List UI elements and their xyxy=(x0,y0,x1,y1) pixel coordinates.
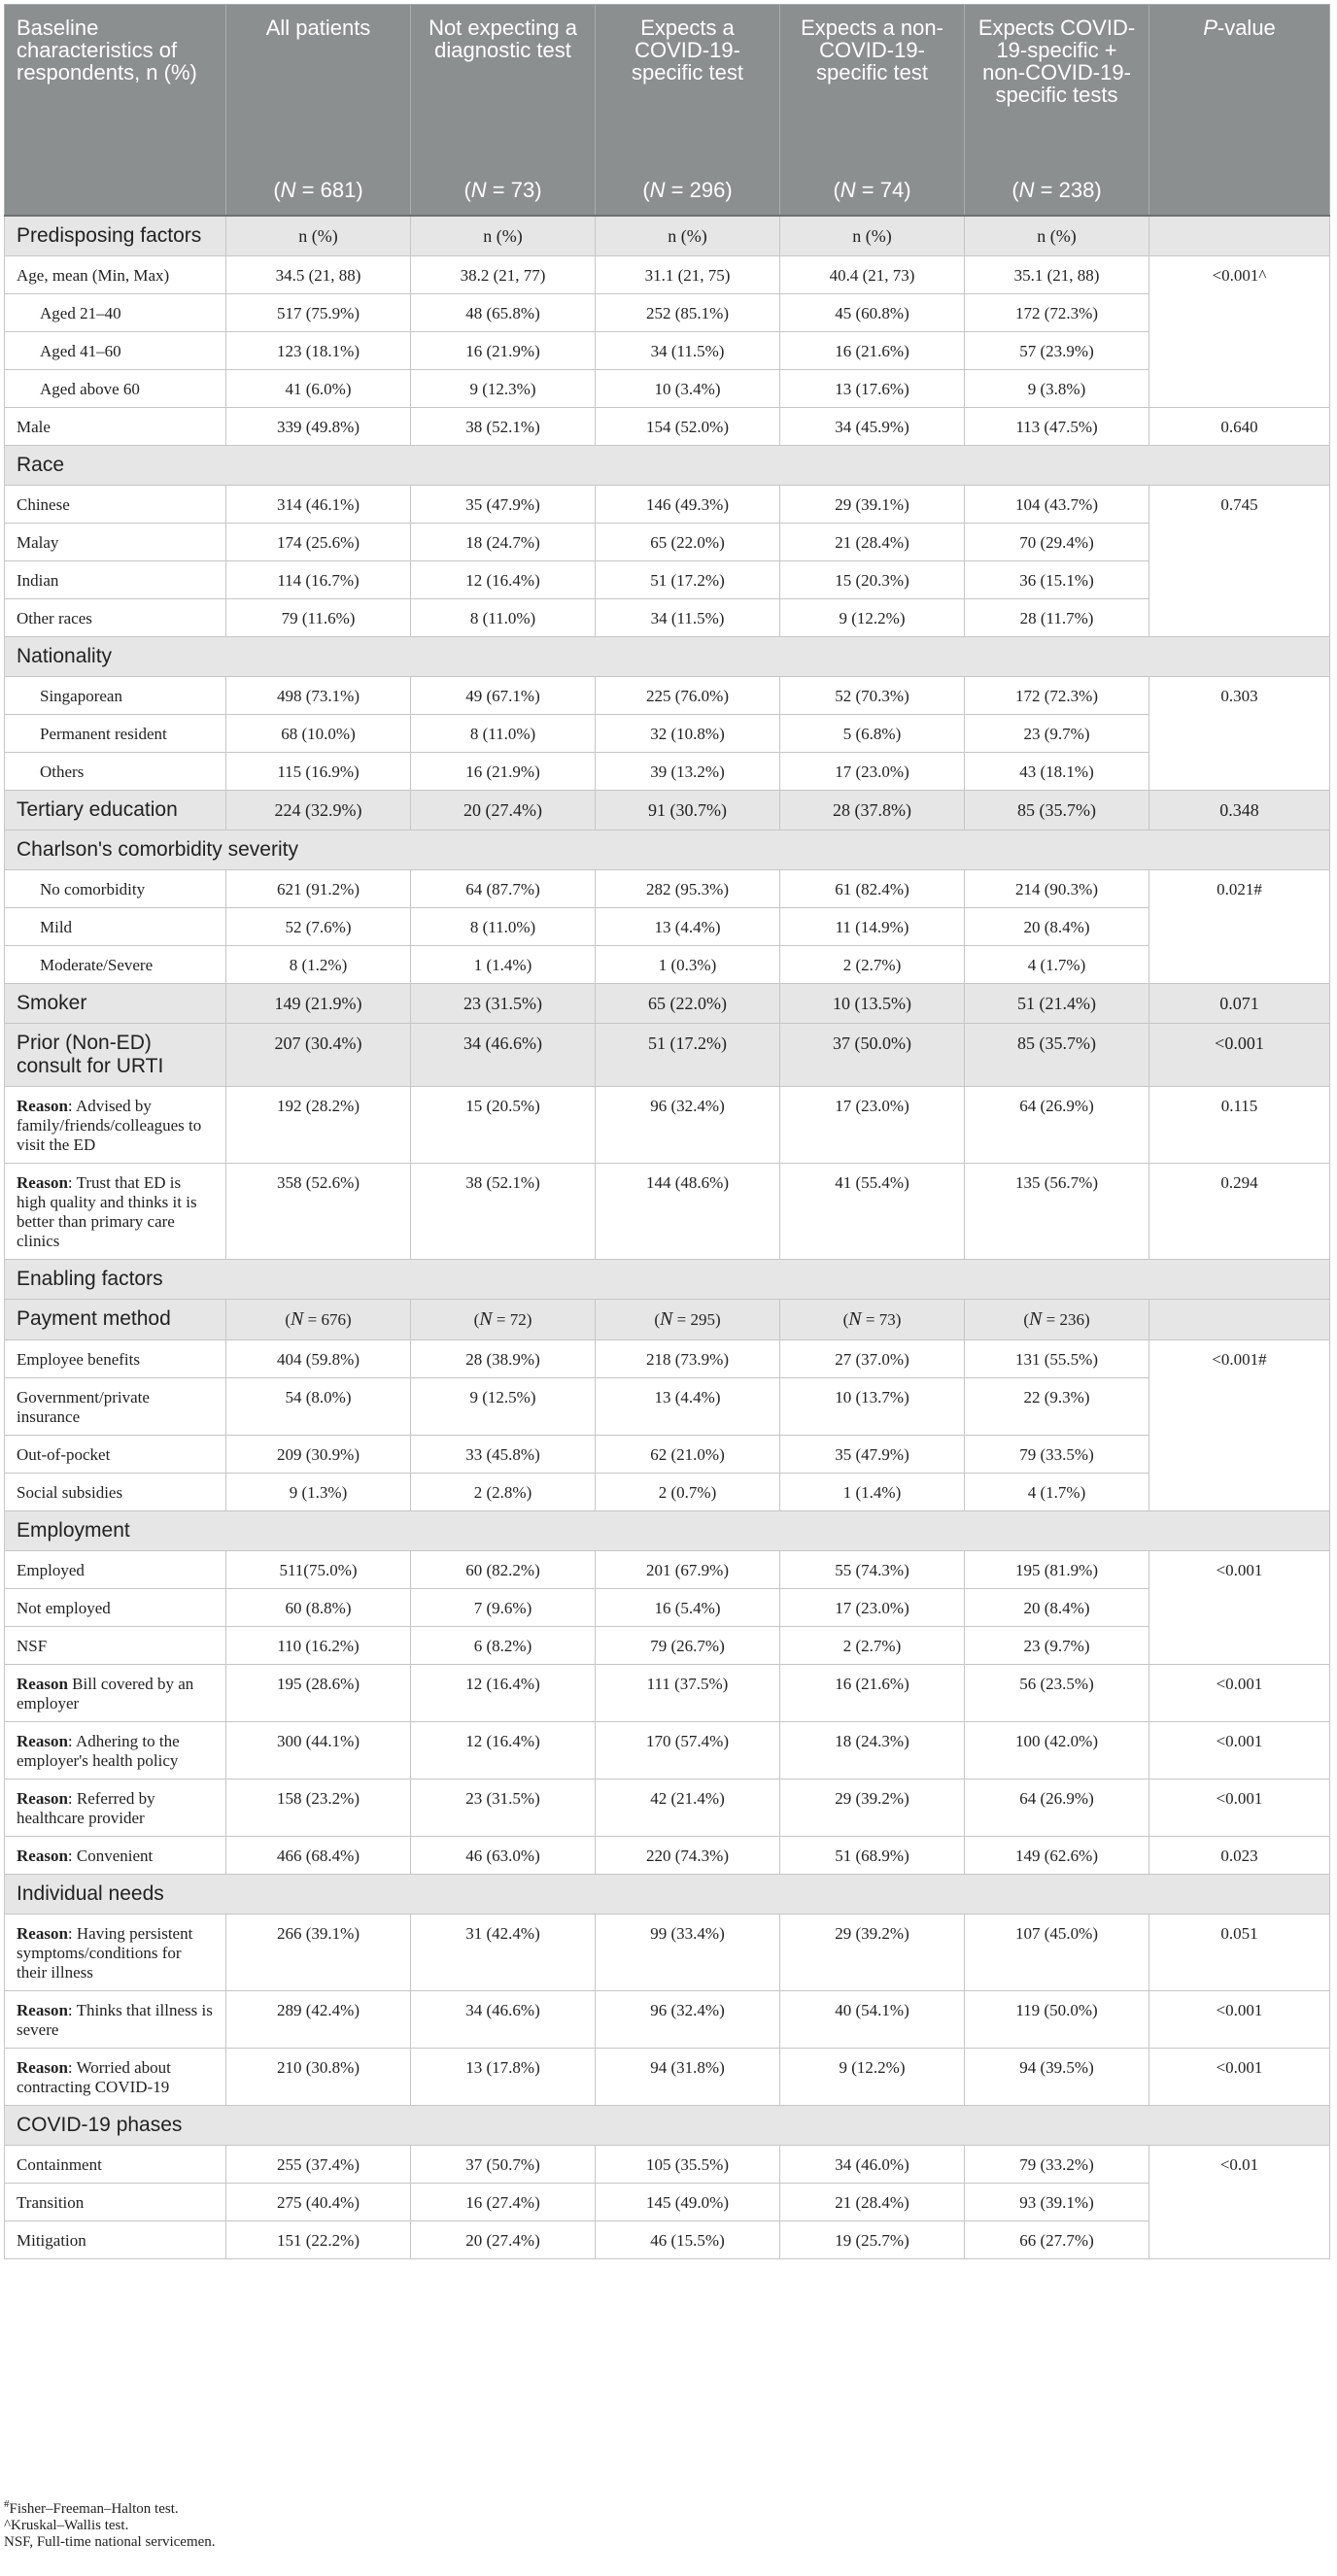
section-charlson: Charlson's comorbidity severity xyxy=(5,830,1330,870)
header-row xyxy=(5,5,1330,173)
header-not-expecting: Not expecting a diagnostic test xyxy=(411,5,596,173)
table-row: NSF 110 (16.2%) 6 (8.2%) 79 (26.7%) 2 (2.7%) 23 (9.7%) xyxy=(5,1627,1330,1665)
table-row: Transition 275 (40.4%) 16 (27.4%) 145 (49.0%) 21 (28.4%) 93 (39.1%) xyxy=(5,2184,1330,2221)
table-row: Containment 255 (37.4%) 37 (50.7%) 105 (35.5%) 34 (46.0%) 79 (33.2%) <0.01 xyxy=(5,2146,1330,2184)
table-row: Aged 21–40 517 (75.9%) 48 (65.8%) 252 (85.1%) 45 (60.8%) 172 (72.3%) xyxy=(5,294,1330,332)
table-row: Others 115 (16.9%) 16 (21.9%) 39 (13.2%) 17 (23.0%) 43 (18.1%) xyxy=(5,753,1330,791)
table-row: Out-of-pocket 209 (30.9%) 33 (45.8%) 62 (21.0%) 35 (47.9%) 79 (33.5%) xyxy=(5,1436,1330,1474)
table-row: No comorbidity 621 (91.2%) 64 (87.7%) 282 (95.3%) 61 (82.4%) 214 (90.3%) 0.021# xyxy=(5,870,1330,908)
table-row: Reason: Advised by family/friends/colleagues to visit the ED 192 (28.2%) 15 (20.5%) 96 (32.4%) 17 (23.0%) 64 (26.9%) 0.115 xyxy=(5,1087,1330,1164)
footnote-fisher: #Fisher–Freeman–Halton test. xyxy=(4,2498,179,2517)
table-row: Singaporean 498 (73.1%) 49 (67.1%) 225 (76.0%) 52 (70.3%) 172 (72.3%) 0.303 xyxy=(5,677,1330,715)
table-row: Moderate/Severe 8 (1.2%) 1 (1.4%) 1 (0.3%) 2 (2.7%) 4 (1.7%) xyxy=(5,946,1330,984)
section-tertiary: Tertiary education 224 (32.9%) 20 (27.4%) 91 (30.7%) 28 (37.8%) 85 (35.7%) 0.348 xyxy=(5,791,1330,830)
table-row: Age, mean (Min, Max) 34.5 (21, 88) 38.2 (21, 77) 31.1 (21, 75) 40.4 (21, 73) 35.1 (21, 88) <0.001^ xyxy=(5,256,1330,294)
section-enabling: Enabling factors xyxy=(5,1260,1330,1300)
section-smoker: Smoker 149 (21.9%) 23 (31.5%) 65 (22.0%) 10 (13.5%) 51 (21.4%) 0.071 xyxy=(5,984,1330,1024)
table-row: Reason Bill covered by an employer 195 (28.6%) 12 (16.4%) 111 (37.5%) 16 (21.6%) 56 (23.5%) <0.001 xyxy=(5,1665,1330,1722)
table-row: Other races 79 (11.6%) 8 (11.0%) 34 (11.5%) 9 (12.2%) 28 (11.7%) xyxy=(5,599,1330,637)
header-baseline: Baseline characteristics of respondents, n (%) xyxy=(5,5,226,173)
table-row: Aged above 60 41 (6.0%) 9 (12.3%) 10 (3.4%) 13 (17.6%) 9 (3.8%) xyxy=(5,370,1330,408)
header-expects-non-covid: Expects a non-COVID-19-specific test xyxy=(780,5,965,173)
header-all-patients: All patients xyxy=(226,5,411,173)
table-row: Social subsidies 9 (1.3%) 2 (2.8%) 2 (0.7%) 1 (1.4%) 4 (1.7%) xyxy=(5,1474,1330,1511)
table-row: Reason: Adhering to the employer's health policy 300 (44.1%) 12 (16.4%) 170 (57.4%) 18 (24.3%) 100 (42.0%) <0.001 xyxy=(5,1722,1330,1779)
table-row: Not employed 60 (8.8%) 7 (9.6%) 16 (5.4%) 17 (23.0%) 20 (8.4%) xyxy=(5,1589,1330,1627)
header-n-row xyxy=(5,172,1330,216)
section-payment: Payment method (N = 676) (N = 72) (N = 295) (N = 73) (N = 236) xyxy=(5,1300,1330,1340)
n-covid: (N = 296) xyxy=(596,172,780,216)
table-row: Aged 41–60 123 (18.1%) 16 (21.9%) 34 (11.5%) 16 (21.6%) 57 (23.9%) xyxy=(5,332,1330,370)
section-employment: Employment xyxy=(5,1511,1330,1551)
baseline-characteristics-table xyxy=(4,4,1330,2259)
table-row: Malay 174 (25.6%) 18 (24.7%) 65 (22.0%) 21 (28.4%) 70 (29.4%) xyxy=(5,524,1330,561)
section-nationality: Nationality xyxy=(5,637,1330,677)
table-row: Reason: Trust that ED is high quality and thinks it is better than primary care clinics 358 (52.6%) 38 (52.1%) 144 (48.6%) 41 (55.4%) 135 (56.7%) 0.294 xyxy=(5,1164,1330,1260)
table-row: Reason: Convenient 466 (68.4%) 46 (63.0%) 220 (74.3%) 51 (68.9%) 149 (62.6%) 0.023 xyxy=(5,1837,1330,1875)
table-row: Government/private insurance 54 (8.0%) 9 (12.5%) 13 (4.4%) 10 (13.7%) 22 (9.3%) xyxy=(5,1378,1330,1436)
table-row: Reason: Having persistent symptoms/conditions for their illness 266 (39.1%) 31 (42.4%) 99 (33.4%) 29 (39.2%) 107 (45.0%) 0.051 xyxy=(5,1915,1330,1991)
section-predisposing: Predisposing factors n (%) n (%) n (%) n (%) n (%) xyxy=(5,216,1330,256)
n-noncovid: (N = 74) xyxy=(780,172,965,216)
table-row: Reason: Thinks that illness is severe 289 (42.4%) 34 (46.6%) 96 (32.4%) 40 (54.1%) 119 (50.0%) <0.001 xyxy=(5,1991,1330,2049)
table-row: Reason: Worried about contracting COVID-19 210 (30.8%) 13 (17.8%) 94 (31.8%) 9 (12.2%) 94 (39.5%) <0.001 xyxy=(5,2049,1330,2106)
header-expects-both: Expects COVID-19-specific + non-COVID-19-specific tests xyxy=(965,5,1149,173)
section-prior-consult: Prior (Non-ED) consult for URTI 207 (30.4%) 34 (46.6%) 51 (17.2%) 37 (50.0%) 85 (35.7%) <0.001 xyxy=(5,1024,1330,1087)
table-row: Mitigation 151 (22.2%) 20 (27.4%) 46 (15.5%) 19 (25.7%) 66 (27.7%) xyxy=(5,2221,1330,2259)
table-row: Indian 114 (16.7%) 12 (16.4%) 51 (17.2%) 15 (20.3%) 36 (15.1%) xyxy=(5,561,1330,599)
section-covid-phases: COVID-19 phases xyxy=(5,2106,1330,2146)
table-row: Reason: Referred by healthcare provider 158 (23.2%) 23 (31.5%) 42 (21.4%) 29 (39.2%) 64 (26.9%) <0.001 xyxy=(5,1779,1330,1837)
table-row: Chinese 314 (46.1%) 35 (47.9%) 146 (49.3%) 29 (39.1%) 104 (43.7%) 0.745 xyxy=(5,486,1330,524)
n-both: (N = 238) xyxy=(965,172,1149,216)
table-row: Mild 52 (7.6%) 8 (11.0%) 13 (4.4%) 11 (14.9%) 20 (8.4%) xyxy=(5,908,1330,946)
table-row: Employee benefits 404 (59.8%) 28 (38.9%) 218 (73.9%) 27 (37.0%) 131 (55.5%) <0.001# xyxy=(5,1340,1330,1378)
header-pvalue: P-value xyxy=(1149,5,1330,173)
table-row: Employed 511(75.0%) 60 (82.2%) 201 (67.9%) 55 (74.3%) 195 (81.9%) <0.001 xyxy=(5,1551,1330,1589)
footnotes xyxy=(4,2498,216,2551)
table-row: Permanent resident 68 (10.0%) 8 (11.0%) 32 (10.8%) 5 (6.8%) 23 (9.7%) xyxy=(5,715,1330,753)
header-expects-covid: Expects a COVID-19-specific test xyxy=(596,5,780,173)
table-row: Male 339 (49.8%) 38 (52.1%) 154 (52.0%) 34 (45.9%) 113 (47.5%) 0.640 xyxy=(5,408,1330,446)
n-all: (N = 681) xyxy=(226,172,411,216)
footnote-nsf: NSF, Full-time national servicemen. xyxy=(4,2534,216,2550)
section-race: Race xyxy=(5,446,1330,486)
section-individual-needs: Individual needs xyxy=(5,1875,1330,1915)
n-not: (N = 73) xyxy=(411,172,596,216)
footnote-kruskal: ^Kruskal–Wallis test. xyxy=(4,2518,129,2533)
